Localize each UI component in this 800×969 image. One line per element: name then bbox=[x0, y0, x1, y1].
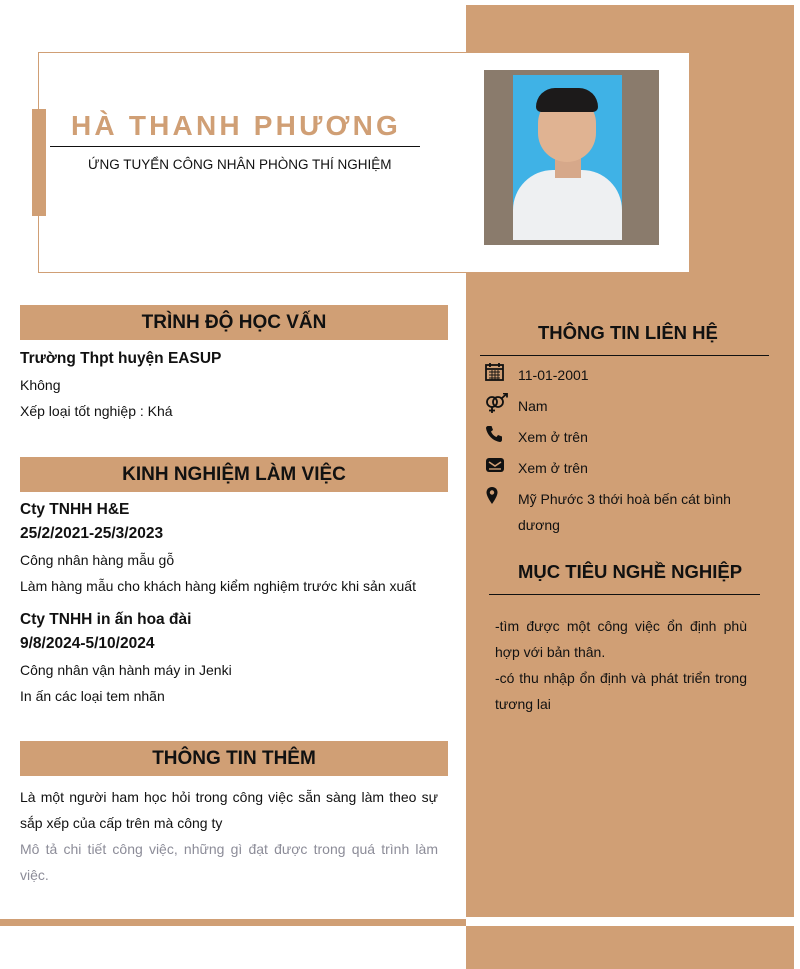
header-accent-bar bbox=[32, 109, 46, 216]
additional-heading: THÔNG TIN THÊM bbox=[20, 741, 448, 776]
education-school: Trường Thpt huyện EASUP bbox=[20, 350, 222, 367]
location-icon bbox=[484, 486, 506, 506]
objective-divider bbox=[489, 594, 760, 595]
footer-rule bbox=[0, 919, 466, 926]
job-description: Làm hàng mẫu cho khách hàng kiểm nghiệm trước khi sản xuất bbox=[20, 578, 416, 594]
candidate-name: HÀ THANH PHƯƠNG bbox=[71, 110, 401, 141]
job-period: 25/2/2021-25/3/2023 bbox=[20, 525, 164, 542]
objective-text: -tìm được một công việc ổn định phù hợp với bản thân. bbox=[495, 618, 747, 660]
job-period: 9/8/2024-5/10/2024 bbox=[20, 635, 155, 652]
job-position: Công nhân vận hành máy in Jenki bbox=[20, 662, 232, 678]
job-position: Công nhân hàng mẫu gỗ bbox=[20, 552, 175, 568]
contact-value: Xem ở trên bbox=[518, 429, 588, 445]
gender-icon bbox=[484, 393, 506, 413]
objective-text: -có thu nhập ổn định và phát triển trong tương lai bbox=[495, 670, 747, 712]
job-company: Cty TNHH in ấn hoa đài bbox=[20, 611, 192, 628]
contact-divider bbox=[480, 355, 769, 356]
education-major: Không bbox=[20, 377, 61, 393]
job-description: In ấn các loại tem nhãn bbox=[20, 688, 165, 704]
objective-heading: MỤC TIÊU NGHỀ NGHIỆP bbox=[518, 561, 743, 582]
additional-text: Là một người ham học hỏi trong công việc sẵn sàng làm theo sự sắp xếp của cấp trên mà công ty bbox=[20, 789, 438, 831]
phone-icon bbox=[484, 424, 506, 444]
sidebar-footer bbox=[466, 926, 794, 969]
name-divider bbox=[50, 146, 420, 147]
education-heading: TRÌNH ĐỘ HỌC VẤN bbox=[20, 305, 448, 340]
email-icon bbox=[484, 455, 506, 475]
applying-position: ỨNG TUYỂN CÔNG NHÂN PHÒNG THÍ NGHIỆM bbox=[88, 157, 392, 172]
job-company: Cty TNHH H&E bbox=[20, 501, 130, 518]
calendar-icon bbox=[484, 362, 506, 382]
additional-placeholder: Mô tả chi tiết công việc, những gì đạt được trong quá trình làm việc. bbox=[20, 841, 438, 883]
contact-value: Xem ở trên bbox=[518, 460, 588, 476]
profile-photo bbox=[484, 70, 659, 245]
experience-heading: KINH NGHIỆM LÀM VIỆC bbox=[20, 457, 448, 492]
contact-value: 11-01-2001 bbox=[518, 367, 589, 383]
contact-heading: THÔNG TIN LIÊN HỆ bbox=[538, 322, 718, 343]
education-grade: Xếp loại tốt nghiệp : Khá bbox=[20, 403, 173, 419]
contact-value: Mỹ Phước 3 thới hoà bến cát bình dương bbox=[518, 491, 731, 533]
contact-value: Nam bbox=[518, 398, 548, 414]
